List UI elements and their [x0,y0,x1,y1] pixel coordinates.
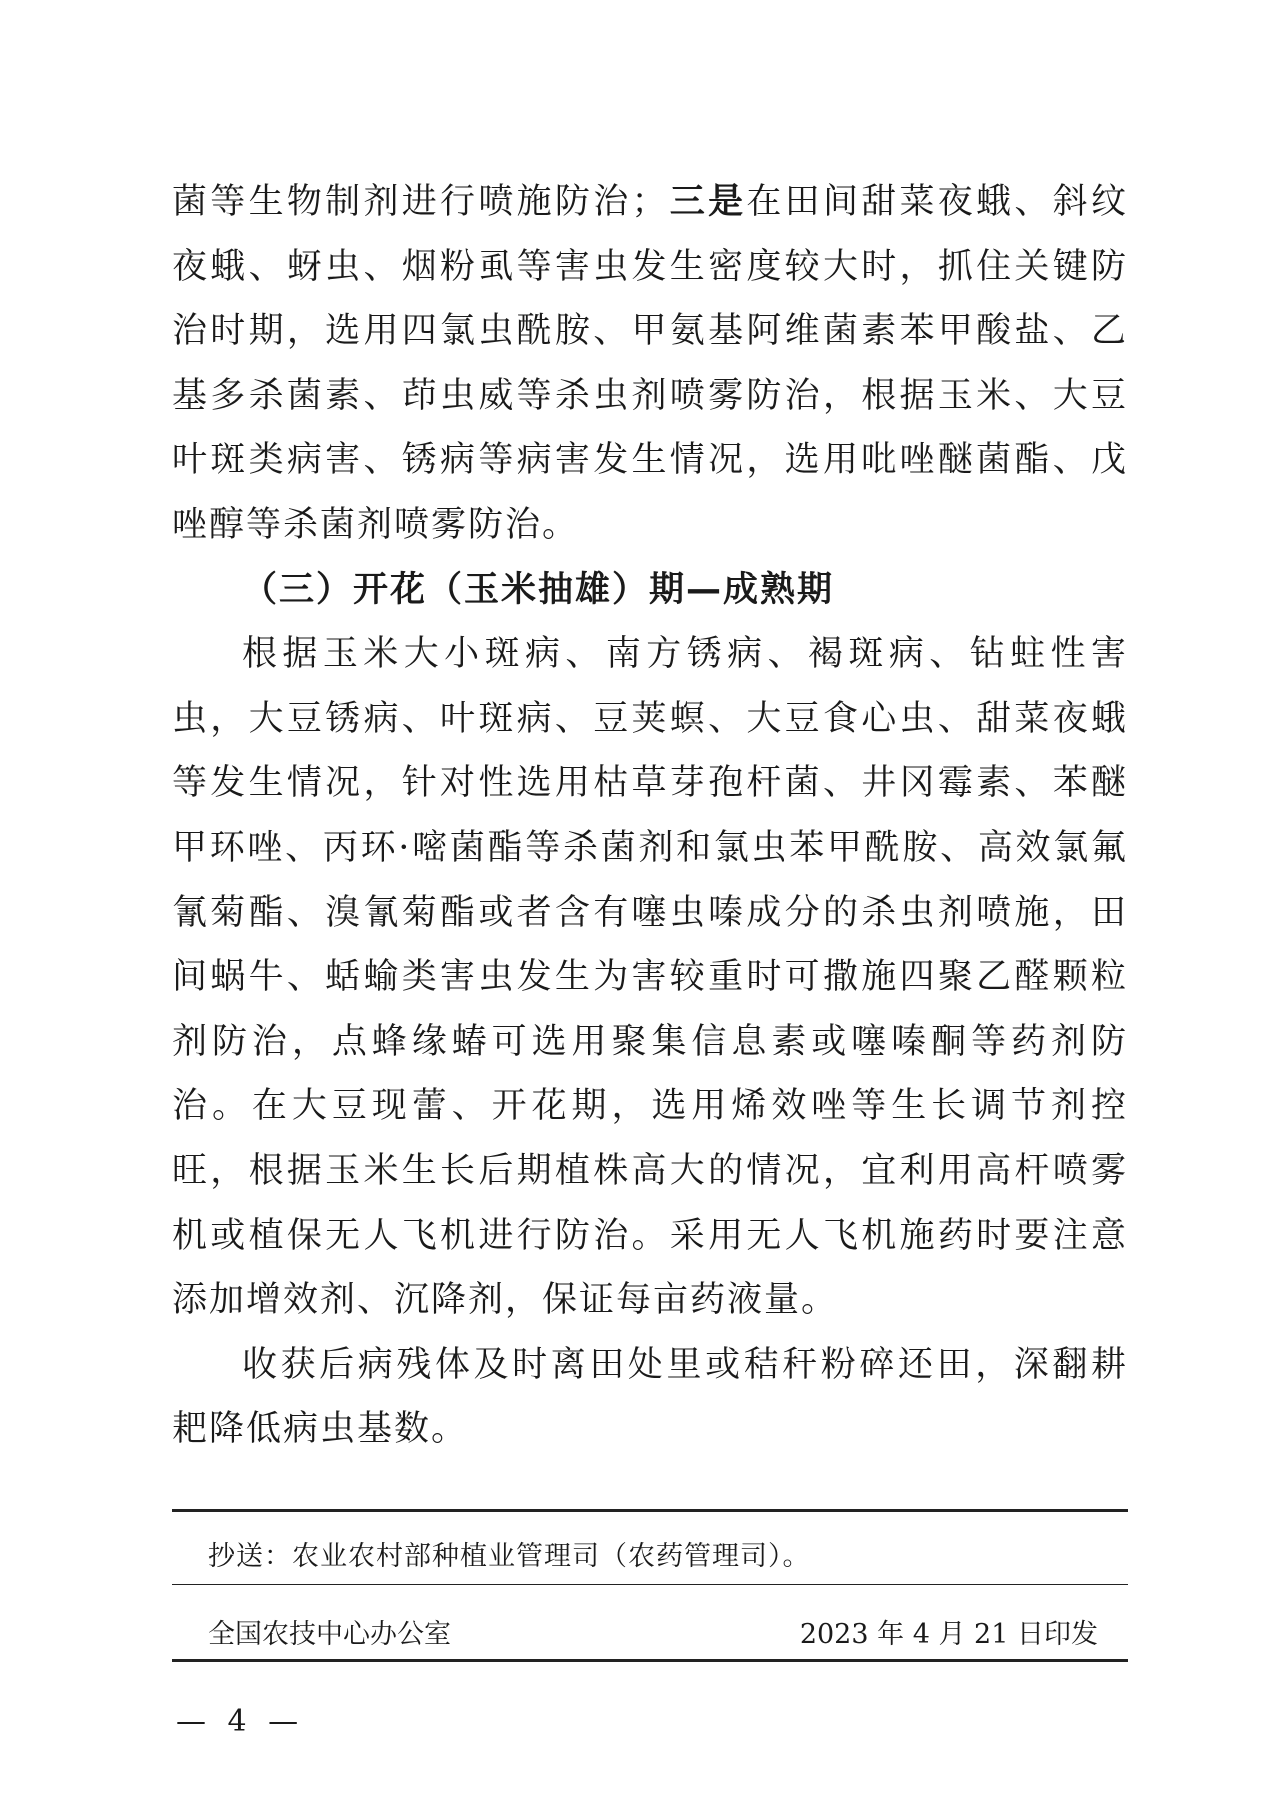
footer-middle-rule [172,1584,1128,1585]
imprint-line [208,1612,1098,1651]
section-heading: （三）开花（玉米抽雄）期—成熟期 [242,569,835,610]
cc-line: 抄送：农业农村部种植业管理司（农药管理司）。 [208,1541,811,1572]
body-paragraph-2: 根据玉米大小斑病、南方锈病、褐斑病、钻蛀性害虫，大豆锈病、叶斑病、豆荚螟、大豆食心虫、甜菜夜蛾等发生情况，针对性选用枯草芽孢杆菌、井冈霉素、苯醚甲环唑、丙环·嘧菌酯等杀菌剂和氯虫苯甲酰胺、高效氯氟氰菊酯、溴氰菊酯或者含有噻虫嗪成分的杀虫剂喷施，田间蜗牛、蛞蝓类害虫发生为害较重时可撒施四聚乙醛颗粒剂防治，点蜂缘蝽可选用聚集信息素或噻嗪酮等药剂防治。在大豆现蕾、开花期，选用烯效唑等生长调节剂控旺，根据玉米生长后期植株高大的情况，宜利用高杆喷雾机或植保无人飞机进行防治。采用无人飞机施药时要注意添加增效剂、沉降剂，保证每亩药液量。 [172,634,1128,1321]
issue-date: 2023 年 4 月 21 日印发 [799,1619,1098,1650]
body-paragraph-1 [172,170,1128,558]
issuer-name: 全国农技中心办公室 [208,1619,451,1650]
footer-top-rule [172,1509,1128,1512]
paragraph-1-lead: 菌等生物制剂进行喷施防治； [172,182,669,222]
body-paragraph-3: 收获后病残体及时离田处里或秸秆粉碎还田，深翻耕耙降低病虫基数。 [172,1344,1128,1450]
footer-bottom-rule [172,1659,1128,1662]
paragraph-1-emphasis: 三是 [668,181,747,222]
document-body [172,170,1128,1462]
paragraph-1-rest: 在田间甜菜夜蛾、斜纹夜蛾、蚜虫、烟粉虱等害虫发生密度较大时，抓住关键防治时期，选用四氯虫酰胺、甲氨基阿维菌素苯甲酸盐、乙基多杀菌素、茚虫威等杀虫剂喷雾防治，根据玉米、大豆叶斑类病害、锈病等病害发生情况，选用吡唑醚菌酯、戊唑醇等杀菌剂喷雾防治。 [172,182,1128,545]
page-number: — 4 — [176,1704,305,1739]
